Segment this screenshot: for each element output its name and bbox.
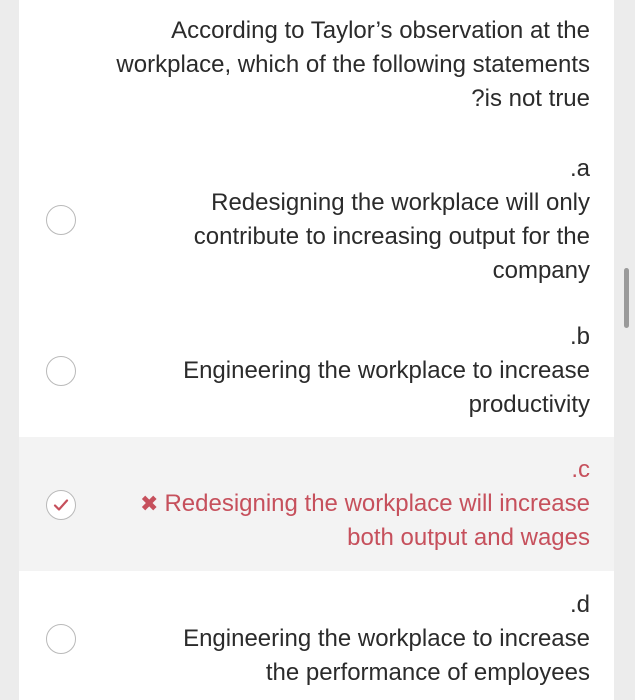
option-line: Engineering the workplace to increase	[183, 357, 590, 384]
option-a[interactable]	[19, 148, 614, 298]
option-b-radio[interactable]	[46, 356, 76, 386]
option-line: contribute to increasing output for the	[193, 223, 590, 250]
question-text	[30, 14, 590, 116]
option-line: productivity	[468, 391, 590, 418]
option-line: both output and wages	[347, 524, 590, 551]
option-a-text	[120, 152, 590, 288]
question-line: workplace, which of the following statements	[116, 51, 590, 78]
option-letter: .b	[569, 323, 590, 350]
option-line: the performance of employees	[265, 659, 590, 686]
question-line: ?is not true	[471, 85, 590, 112]
x-mark-icon: ✖	[140, 491, 159, 516]
option-c-text	[120, 453, 590, 555]
option-c-radio[interactable]	[46, 490, 76, 520]
option-b-text	[120, 320, 590, 422]
question-line: According to Taylor’s observation at the	[171, 17, 590, 44]
option-b[interactable]	[19, 316, 614, 432]
scrollbar-thumb[interactable]	[624, 268, 629, 328]
option-line: Redesigning the workplace will only	[211, 189, 590, 216]
option-d-text	[120, 588, 590, 690]
check-icon	[52, 496, 70, 514]
option-letter: .d	[569, 591, 590, 618]
option-line: company	[492, 257, 590, 284]
option-line: Engineering the workplace to increase	[183, 625, 590, 652]
option-letter: .c	[571, 456, 590, 483]
option-c[interactable]	[19, 437, 614, 571]
option-letter: .a	[569, 155, 590, 182]
option-d[interactable]	[19, 586, 614, 700]
question-card	[19, 0, 614, 700]
option-line: Redesigning the workplace will increase	[164, 490, 590, 517]
option-a-radio[interactable]	[46, 205, 76, 235]
option-d-radio[interactable]	[46, 624, 76, 654]
